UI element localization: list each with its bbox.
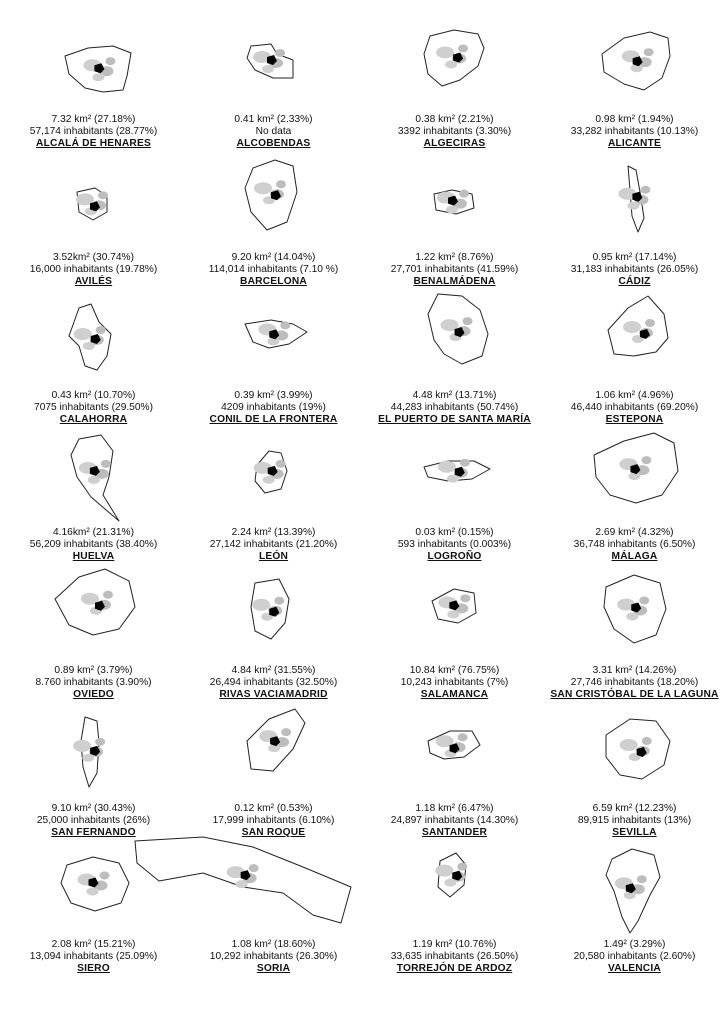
city-panel — [3, 8, 184, 154]
municipality-outline-map — [223, 284, 323, 388]
urban-area-patch — [275, 49, 285, 57]
city-population-stat: 114,014 inhabitants (7.10 %) — [208, 263, 339, 275]
urban-area-patch — [82, 754, 94, 762]
city-area-stat: 7.32 km² (27.18%) — [51, 114, 136, 125]
city-map — [43, 146, 143, 250]
city-name: SAN CRISTÓBAL DE LA LAGUNA — [550, 688, 719, 700]
municipality-outline-map — [584, 8, 684, 112]
urban-area-patch — [620, 739, 638, 751]
city-map — [584, 8, 684, 112]
city-population-stat: 17,999 inhabitants (6.10%) — [212, 814, 335, 826]
urban-area-patch — [262, 65, 274, 73]
urban-area-patch — [73, 740, 91, 752]
city-area-stat: 4.84 km² (31.55%) — [231, 665, 316, 676]
city-panel — [183, 146, 364, 292]
city-area-stat: 0.41 km² (2.33%) — [234, 114, 313, 125]
city-population-stat: 33,282 inhabitants (10.13%) — [570, 125, 699, 137]
urban-area-patch — [274, 597, 284, 605]
municipality-outline-map — [404, 421, 504, 525]
city-caption — [3, 252, 184, 287]
city-population-stat: 13,094 inhabitants (25.09%) — [29, 950, 158, 962]
city-area-stat: 4.48 km² (13.71%) — [412, 390, 497, 401]
city-population-stat: 8.760 inhabitants (3.90%) — [35, 676, 152, 688]
urban-area-patch — [447, 610, 459, 618]
municipality-outline-map — [43, 8, 143, 112]
city-name: SAN ROQUE — [241, 826, 306, 838]
city-area-stat: 0.89 km² (3.79%) — [54, 665, 133, 676]
municipality-outline-map — [223, 697, 323, 801]
city-population-stat: 89,915 inhabitants (13%) — [577, 814, 692, 826]
city-name: BENALMÁDENA — [413, 275, 496, 287]
city-panel — [3, 421, 184, 567]
urban-area-patch — [639, 597, 649, 605]
city-area-stat: 2.08 km² (15.21%) — [51, 939, 136, 950]
urban-area-patch — [436, 46, 454, 58]
municipality-outline-map — [43, 146, 143, 250]
urban-area-patch — [92, 73, 104, 81]
city-map — [404, 559, 504, 663]
municipality-outline-map — [43, 284, 143, 388]
city-map — [43, 833, 143, 937]
city-name: HUELVA — [72, 550, 115, 562]
city-panel — [544, 8, 724, 154]
city-population-stat: 26,494 inhabitants (32.50%) — [209, 676, 338, 688]
urban-area-patch — [98, 191, 108, 199]
city-area-stat: 0.95 km² (17.14%) — [592, 252, 677, 263]
city-population-stat: 36,748 inhabitants (6.50%) — [573, 538, 696, 550]
city-area-stat: 3.31 km² (14.26%) — [592, 665, 677, 676]
city-panel — [364, 559, 545, 705]
city-caption — [544, 527, 724, 562]
urban-area-patch — [626, 613, 638, 621]
city-caption — [3, 665, 184, 700]
city-caption — [364, 252, 545, 287]
urban-area-patch — [236, 880, 248, 888]
city-map — [404, 421, 504, 525]
urban-area-patch — [446, 206, 458, 214]
urban-area-patch — [281, 728, 291, 736]
city-caption — [544, 252, 724, 287]
city-map — [404, 697, 504, 801]
city-area-stat: 9.10 km² (30.43%) — [51, 803, 136, 814]
city-panel — [183, 284, 364, 430]
city-area-stat: 10.84 km² (76.75%) — [409, 665, 500, 676]
city-caption — [183, 665, 364, 700]
municipality-outline-map — [404, 833, 504, 937]
urban-area-patch — [641, 456, 651, 464]
city-panel — [183, 559, 364, 705]
city-caption — [364, 939, 545, 974]
city-panel — [544, 146, 724, 292]
city-name: SANTANDER — [422, 826, 487, 838]
city-panel — [183, 833, 364, 979]
city-panel — [3, 697, 184, 843]
city-panel — [544, 833, 724, 979]
city-name: ESTEPONA — [605, 413, 664, 425]
city-caption — [3, 939, 184, 974]
city-map — [223, 833, 323, 937]
city-map — [584, 697, 684, 801]
city-population-stat: 10,292 inhabitants (26.30%) — [209, 950, 338, 962]
city-map — [404, 8, 504, 112]
city-map — [223, 697, 323, 801]
municipality-outline-map — [584, 421, 684, 525]
city-map — [43, 421, 143, 525]
city-name: RIVAS VACIAMADRID — [219, 688, 328, 700]
city-area-stat: 0.38 km² (2.21%) — [415, 114, 494, 125]
city-map — [584, 833, 684, 937]
municipality-outline-map — [43, 697, 143, 801]
city-name: VALENCIA — [608, 962, 661, 974]
city-area-stat: 0.98 km² (1.94%) — [595, 114, 674, 125]
city-population-stat: 44,283 inhabitants (50.74%) — [390, 401, 519, 413]
urban-area-patch — [252, 599, 270, 611]
urban-area-patch — [101, 460, 111, 468]
city-map — [43, 284, 143, 388]
city-name: LOGROÑO — [427, 550, 482, 562]
city-population-stat: 46,440 inhabitants (69.20%) — [570, 401, 699, 413]
city-area-stat: 0.03 km² (0.15%) — [415, 527, 494, 538]
city-name: CALAHORRA — [59, 413, 128, 425]
city-panel — [364, 8, 545, 154]
city-area-stat: 2.69 km² (4.32%) — [595, 527, 674, 538]
municipality-outline-map — [404, 284, 504, 388]
city-population-stat: 33,635 inhabitants (26.50%) — [390, 950, 519, 962]
city-population-stat: 27,701 inhabitants (41.59%) — [390, 263, 519, 275]
city-panel — [183, 697, 364, 843]
city-caption — [183, 252, 364, 287]
city-name: EL PUERTO DE SANTA MARÍA — [378, 413, 531, 425]
city-map — [584, 421, 684, 525]
city-name: OVIEDO — [73, 688, 114, 700]
city-map — [223, 8, 323, 112]
urban-area-patch — [637, 875, 647, 883]
city-name: TORREJÓN DE ARDOZ — [396, 962, 513, 974]
municipality-outline-map — [223, 8, 323, 112]
urban-area-patch — [445, 60, 457, 68]
city-area-stat: 6.59 km² (12.23%) — [592, 803, 677, 814]
city-population-stat: 24,897 inhabitants (14.30%) — [390, 814, 519, 826]
urban-area-patch — [96, 326, 106, 334]
city-population-stat: 10,243 inhabitants (7%) — [400, 676, 509, 688]
city-name: SORIA — [256, 962, 291, 974]
city-panel — [544, 284, 724, 430]
urban-area-patch — [438, 461, 456, 473]
municipality-outline-map — [404, 559, 504, 663]
urban-area-patch — [435, 865, 453, 877]
city-map — [223, 146, 323, 250]
urban-area-patch — [458, 733, 468, 741]
urban-area-patch — [623, 321, 641, 333]
city-panel — [183, 421, 364, 567]
city-population-stat: 20,580 inhabitants (2.60%) — [573, 950, 696, 962]
municipality-outline-map — [584, 284, 684, 388]
urban-area-patch — [280, 321, 290, 329]
urban-area-patch — [627, 202, 639, 210]
urban-area-patch — [458, 44, 468, 52]
municipality-outline-map — [43, 833, 143, 937]
city-map — [223, 421, 323, 525]
urban-area-patch — [95, 738, 105, 746]
city-name: SEVILLA — [612, 826, 657, 838]
urban-area-patch — [640, 186, 650, 194]
urban-area-patch — [447, 475, 459, 483]
city-panel — [364, 833, 545, 979]
urban-area-patch — [105, 57, 115, 65]
city-panel — [3, 559, 184, 705]
city-population-stat: 56,209 inhabitants (38.40%) — [29, 538, 158, 550]
city-name: CONIL DE LA FRONTERA — [209, 413, 338, 425]
urban-area-patch — [88, 476, 100, 484]
city-caption — [3, 114, 184, 149]
city-map — [223, 559, 323, 663]
urban-area-patch — [457, 863, 467, 871]
urban-area-patch — [644, 48, 654, 56]
city-map — [404, 833, 504, 937]
urban-area-patch — [83, 342, 95, 350]
city-panel — [364, 697, 545, 843]
municipality-outline-map — [223, 559, 323, 663]
city-name: AVILÉS — [74, 275, 113, 287]
city-area-stat: 2.24 km² (13.39%) — [231, 527, 316, 538]
city-map — [43, 697, 143, 801]
city-name: MÁLAGA — [611, 550, 658, 562]
city-caption — [183, 114, 364, 149]
city-map — [223, 284, 323, 388]
city-area-stat: 0.39 km² (3.99%) — [234, 390, 313, 401]
municipality-outline-map — [223, 833, 323, 937]
municipality-outline-map — [223, 421, 323, 525]
urban-area-patch — [249, 864, 259, 872]
city-name: SIERO — [77, 962, 110, 974]
urban-area-patch — [100, 872, 110, 880]
municipality-outline-map — [43, 559, 143, 663]
city-panel — [364, 146, 545, 292]
city-caption — [544, 939, 724, 974]
city-name: BARCELONA — [240, 275, 307, 287]
city-panel — [183, 8, 364, 154]
urban-area-patch — [263, 476, 275, 484]
city-map — [584, 284, 684, 388]
city-caption — [364, 114, 545, 149]
city-area-stat: 3.52km² (30.74%) — [53, 252, 134, 263]
municipality-outline-map — [584, 559, 684, 663]
city-map — [43, 8, 143, 112]
city-panel — [3, 284, 184, 430]
urban-area-patch — [444, 879, 456, 887]
city-panel — [364, 284, 545, 430]
city-name: SALAMANCA — [420, 688, 489, 700]
municipality-outline-map — [404, 146, 504, 250]
city-caption — [183, 527, 364, 562]
city-area-stat: 0.43 km² (10.70%) — [51, 390, 136, 401]
municipality-outline-map — [43, 421, 143, 525]
city-area-stat: 1.19 km² (10.76%) — [412, 939, 497, 950]
city-population-stat: 7075 inhabitants (29.50%) — [34, 401, 153, 413]
urban-area-patch — [103, 591, 113, 599]
city-name: ALCOBENDAS — [236, 137, 311, 149]
city-population-stat: 593 inhabitants (0.003%) — [397, 538, 512, 550]
city-population-stat: No data — [255, 125, 292, 137]
urban-area-patch — [463, 317, 473, 325]
urban-area-patch — [276, 180, 286, 188]
municipality-outline-map — [584, 833, 684, 937]
city-population-stat: 4209 inhabitants (19%) — [221, 401, 326, 413]
city-area-stat: 1.18 km² (6.47%) — [415, 803, 494, 814]
city-map — [584, 146, 684, 250]
city-population-stat: 57,174 inhabitants (28.77%) — [29, 125, 158, 137]
city-map — [404, 284, 504, 388]
city-panel — [3, 146, 184, 292]
city-area-stat: 9.20 km² (14.04%) — [231, 252, 316, 263]
city-name: SAN FERNANDO — [51, 826, 136, 838]
municipality-outline-map — [584, 697, 684, 801]
municipality-outline-map — [223, 146, 323, 250]
municipality-outline-map — [404, 697, 504, 801]
city-population-stat: 3392 inhabitants (3.30%) — [397, 125, 512, 137]
city-population-stat: 16,000 inhabitants (19.78%) — [29, 263, 158, 275]
city-name: ALICANTE — [607, 137, 662, 149]
urban-area-patch — [276, 460, 286, 468]
city-name: LEÓN — [258, 550, 289, 562]
city-population-stat: 31,183 inhabitants (26.05%) — [570, 263, 699, 275]
city-area-stat: 1.06 km² (4.96%) — [595, 390, 674, 401]
city-name: CÁDIZ — [618, 275, 651, 287]
city-area-stat: 0.12 km² (0.53%) — [234, 803, 313, 814]
city-area-stat: 4.16km² (21.31%) — [53, 527, 134, 538]
urban-area-patch — [254, 182, 272, 194]
city-panel — [544, 421, 724, 567]
city-map — [584, 559, 684, 663]
city-name: ALGECIRAS — [423, 137, 486, 149]
city-population-stat: 25,000 inhabitants (26%) — [36, 814, 151, 826]
city-population-stat: 27,746 inhabitants (18.20%) — [570, 676, 699, 688]
city-area-stat: 1.49² (3.29%) — [603, 939, 666, 950]
municipality-outline-map — [404, 8, 504, 112]
urban-area-patch — [642, 737, 652, 745]
urban-area-patch — [645, 319, 655, 327]
city-panel — [544, 697, 724, 843]
city-population-stat: 27,142 inhabitants (21.20%) — [209, 538, 338, 550]
city-panel — [364, 421, 545, 567]
urban-area-patch — [74, 328, 92, 340]
city-caption — [3, 527, 184, 562]
city-caption — [364, 527, 545, 562]
city-caption — [364, 665, 545, 700]
urban-area-patch — [87, 888, 99, 896]
city-area-stat: 1.08 km² (18.60%) — [231, 939, 316, 950]
city-area-stat: 1.22 km² (8.76%) — [415, 252, 494, 263]
urban-area-patch — [460, 594, 470, 602]
city-map — [43, 559, 143, 663]
city-caption — [183, 939, 364, 974]
city-name: ALCALÁ DE HENARES — [36, 137, 151, 149]
urban-area-patch — [459, 190, 469, 198]
city-panel — [544, 559, 724, 705]
city-map — [404, 146, 504, 250]
city-caption — [544, 114, 724, 149]
city-caption — [544, 665, 724, 700]
municipality-outline-map — [584, 146, 684, 250]
urban-area-patch — [460, 459, 470, 467]
